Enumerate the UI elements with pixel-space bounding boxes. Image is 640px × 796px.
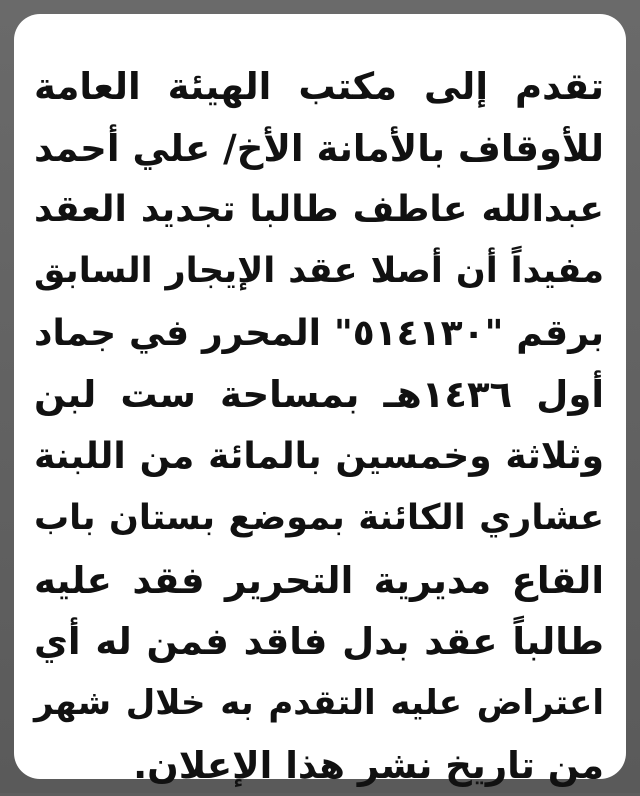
notice-line-12: من تاريخ نشر هذا الإعلان. (133, 743, 604, 787)
notice-line-4: مفيداً أن أصلا عقد الإيجار السابق (34, 251, 604, 292)
notice-line-8: عشاري الكائنة بموضع بستان باب (34, 497, 604, 538)
notice-line-7: وثلاثة وخمسين بالمائة من اللبنة (34, 436, 604, 478)
notice-line-11: اعتراض عليه التقدم به خلال شهر (34, 682, 604, 723)
notice-line-3: عبدالله عاطف طالبا تجديد العقد (34, 189, 604, 231)
notice-line-9: القاع مديرية التحرير فقد عليه (34, 558, 604, 602)
notice-line-10: طالباً عقد بدل فاقد فمن له أي (34, 620, 604, 664)
notice-line-1: تقدم إلى مكتب الهيئة العامة (34, 65, 604, 108)
notice-line-2: للأوقاف بالأمانة الأخ/ علي أحمد (34, 126, 604, 170)
notice-line-6: أول ١٤٣٦هـ بمساحة ست لبن (34, 373, 605, 417)
notice-line-5: برقم "٥١٤١٣٠" المحرر في جماد (34, 312, 604, 354)
notice-card (14, 14, 626, 787)
notice-text (34, 56, 604, 796)
